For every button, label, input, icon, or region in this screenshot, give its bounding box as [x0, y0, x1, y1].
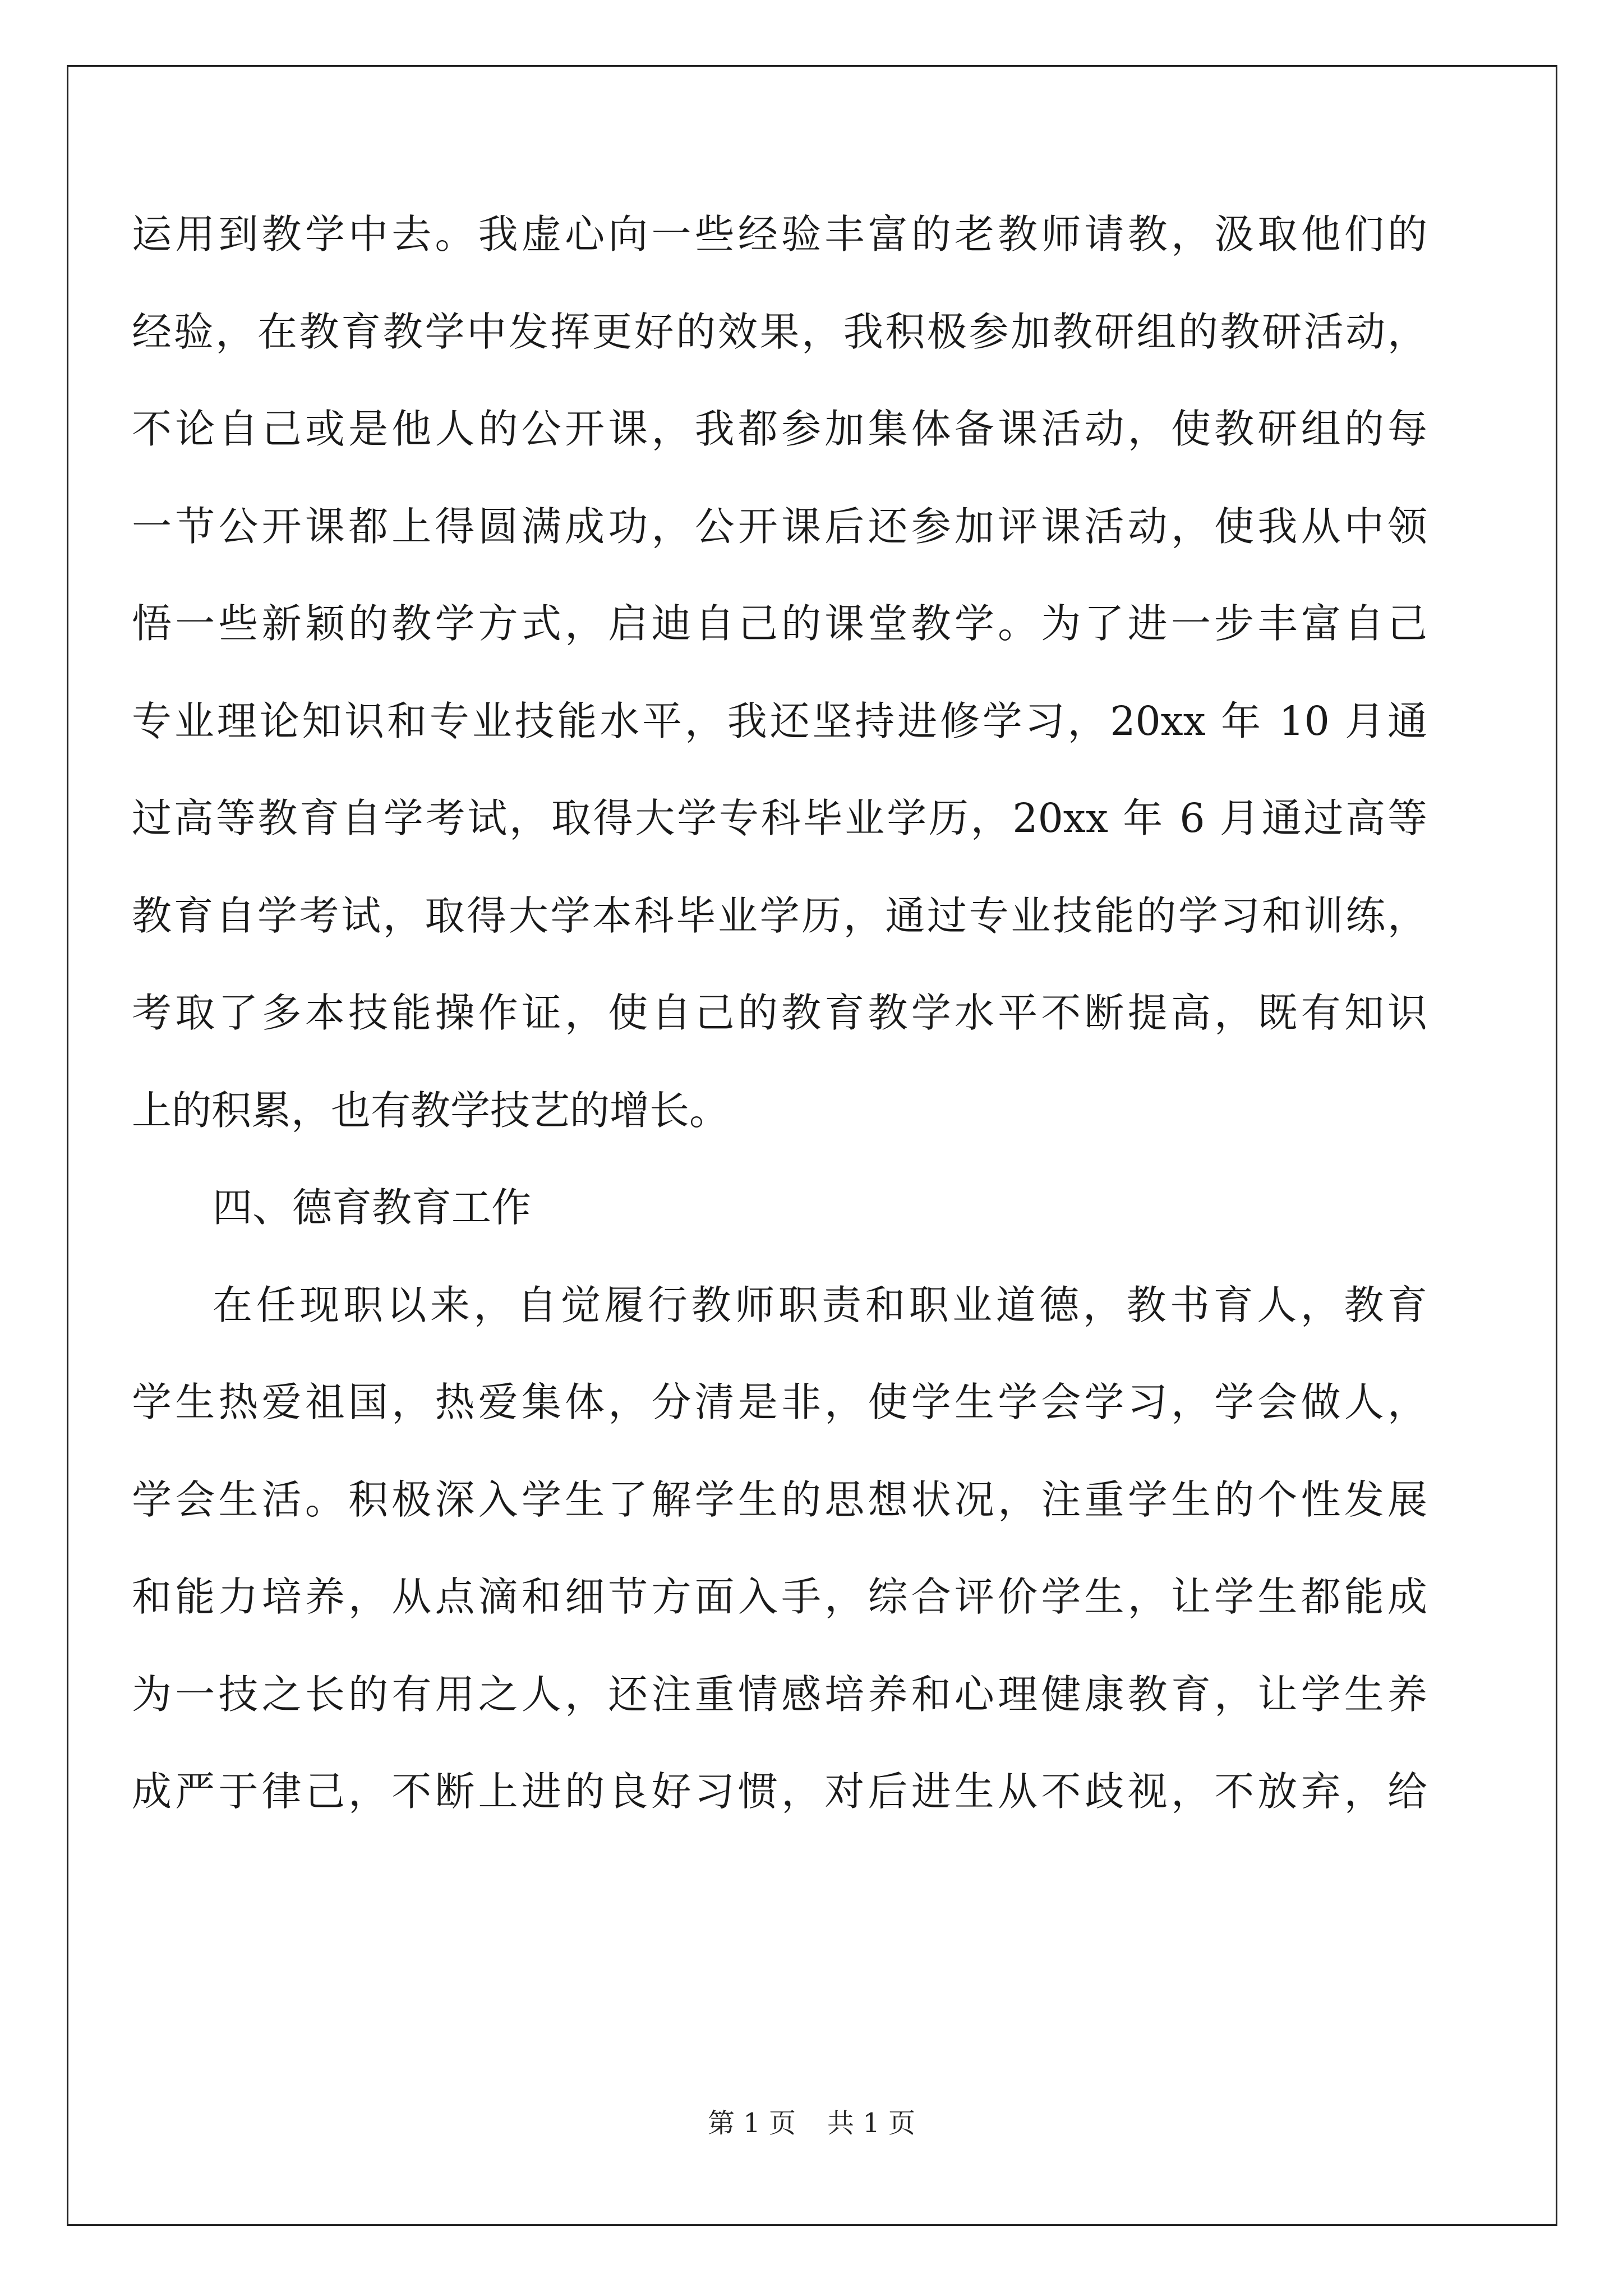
text-line: 成严于律己，不断上进的良好习惯，对后进生从不歧视，不放弃，给 — [132, 1768, 1427, 1815]
text-line: 不论自己或是他人的公开课，我都参加集体备课活动，使教研组的每 — [132, 406, 1427, 452]
page-number-total: 共 1 页 — [827, 2108, 916, 2139]
text-line: 为一技之长的有用之人，还注重情感培养和心理健康教育，让学生养 — [132, 1671, 1427, 1718]
page-number-current: 第 1 页 — [707, 2108, 796, 2139]
text-line: 和能力培养，从点滴和细节方面入手，综合评价学生，让学生都能成 — [132, 1573, 1427, 1620]
text-line: 在任现职以来，自觉履行教师职责和职业道德，教书育人，教育 — [213, 1281, 1427, 1328]
page-border — [67, 65, 1557, 2226]
page-footer — [0, 2106, 1623, 2140]
text-line: 教育自学考试，取得大学本科毕业学历，通过专业技能的学习和训练， — [132, 892, 1427, 939]
text-line: 考取了多本技能操作证，使自己的教育教学水平不断提高，既有知识 — [132, 990, 1427, 1036]
text-line: 一节公开课都上得圆满成功，公开课后还参加评课活动，使我从中领 — [132, 503, 1427, 550]
text-line: 悟一些新颖的教学方式，启迪自己的课堂教学。为了进一步丰富自己 — [132, 600, 1427, 647]
text-line: 专业理论知识和专业技能水平，我还坚持进修学习，20xx 年 10 月通 — [132, 697, 1427, 744]
text-line: 运用到教学中去。我虚心向一些经验丰富的老教师请教，汲取他们的 — [132, 211, 1427, 257]
text-line: 经验，在教育教学中发挥更好的效果，我积极参加教研组的教研活动， — [132, 308, 1427, 355]
text-line: 四、德育教育工作 — [213, 1184, 532, 1231]
text-line: 上的积累，也有教学技艺的增长。 — [132, 1087, 730, 1134]
text-line: 学生热爱祖国，热爱集体，分清是非，使学生学会学习，学会做人， — [132, 1379, 1427, 1425]
text-line: 过高等教育自学考试，取得大学专科毕业学历，20xx 年 6 月通过高等 — [132, 795, 1427, 841]
text-line: 学会生活。积极深入学生了解学生的思想状况，注重学生的个性发展 — [132, 1476, 1427, 1523]
